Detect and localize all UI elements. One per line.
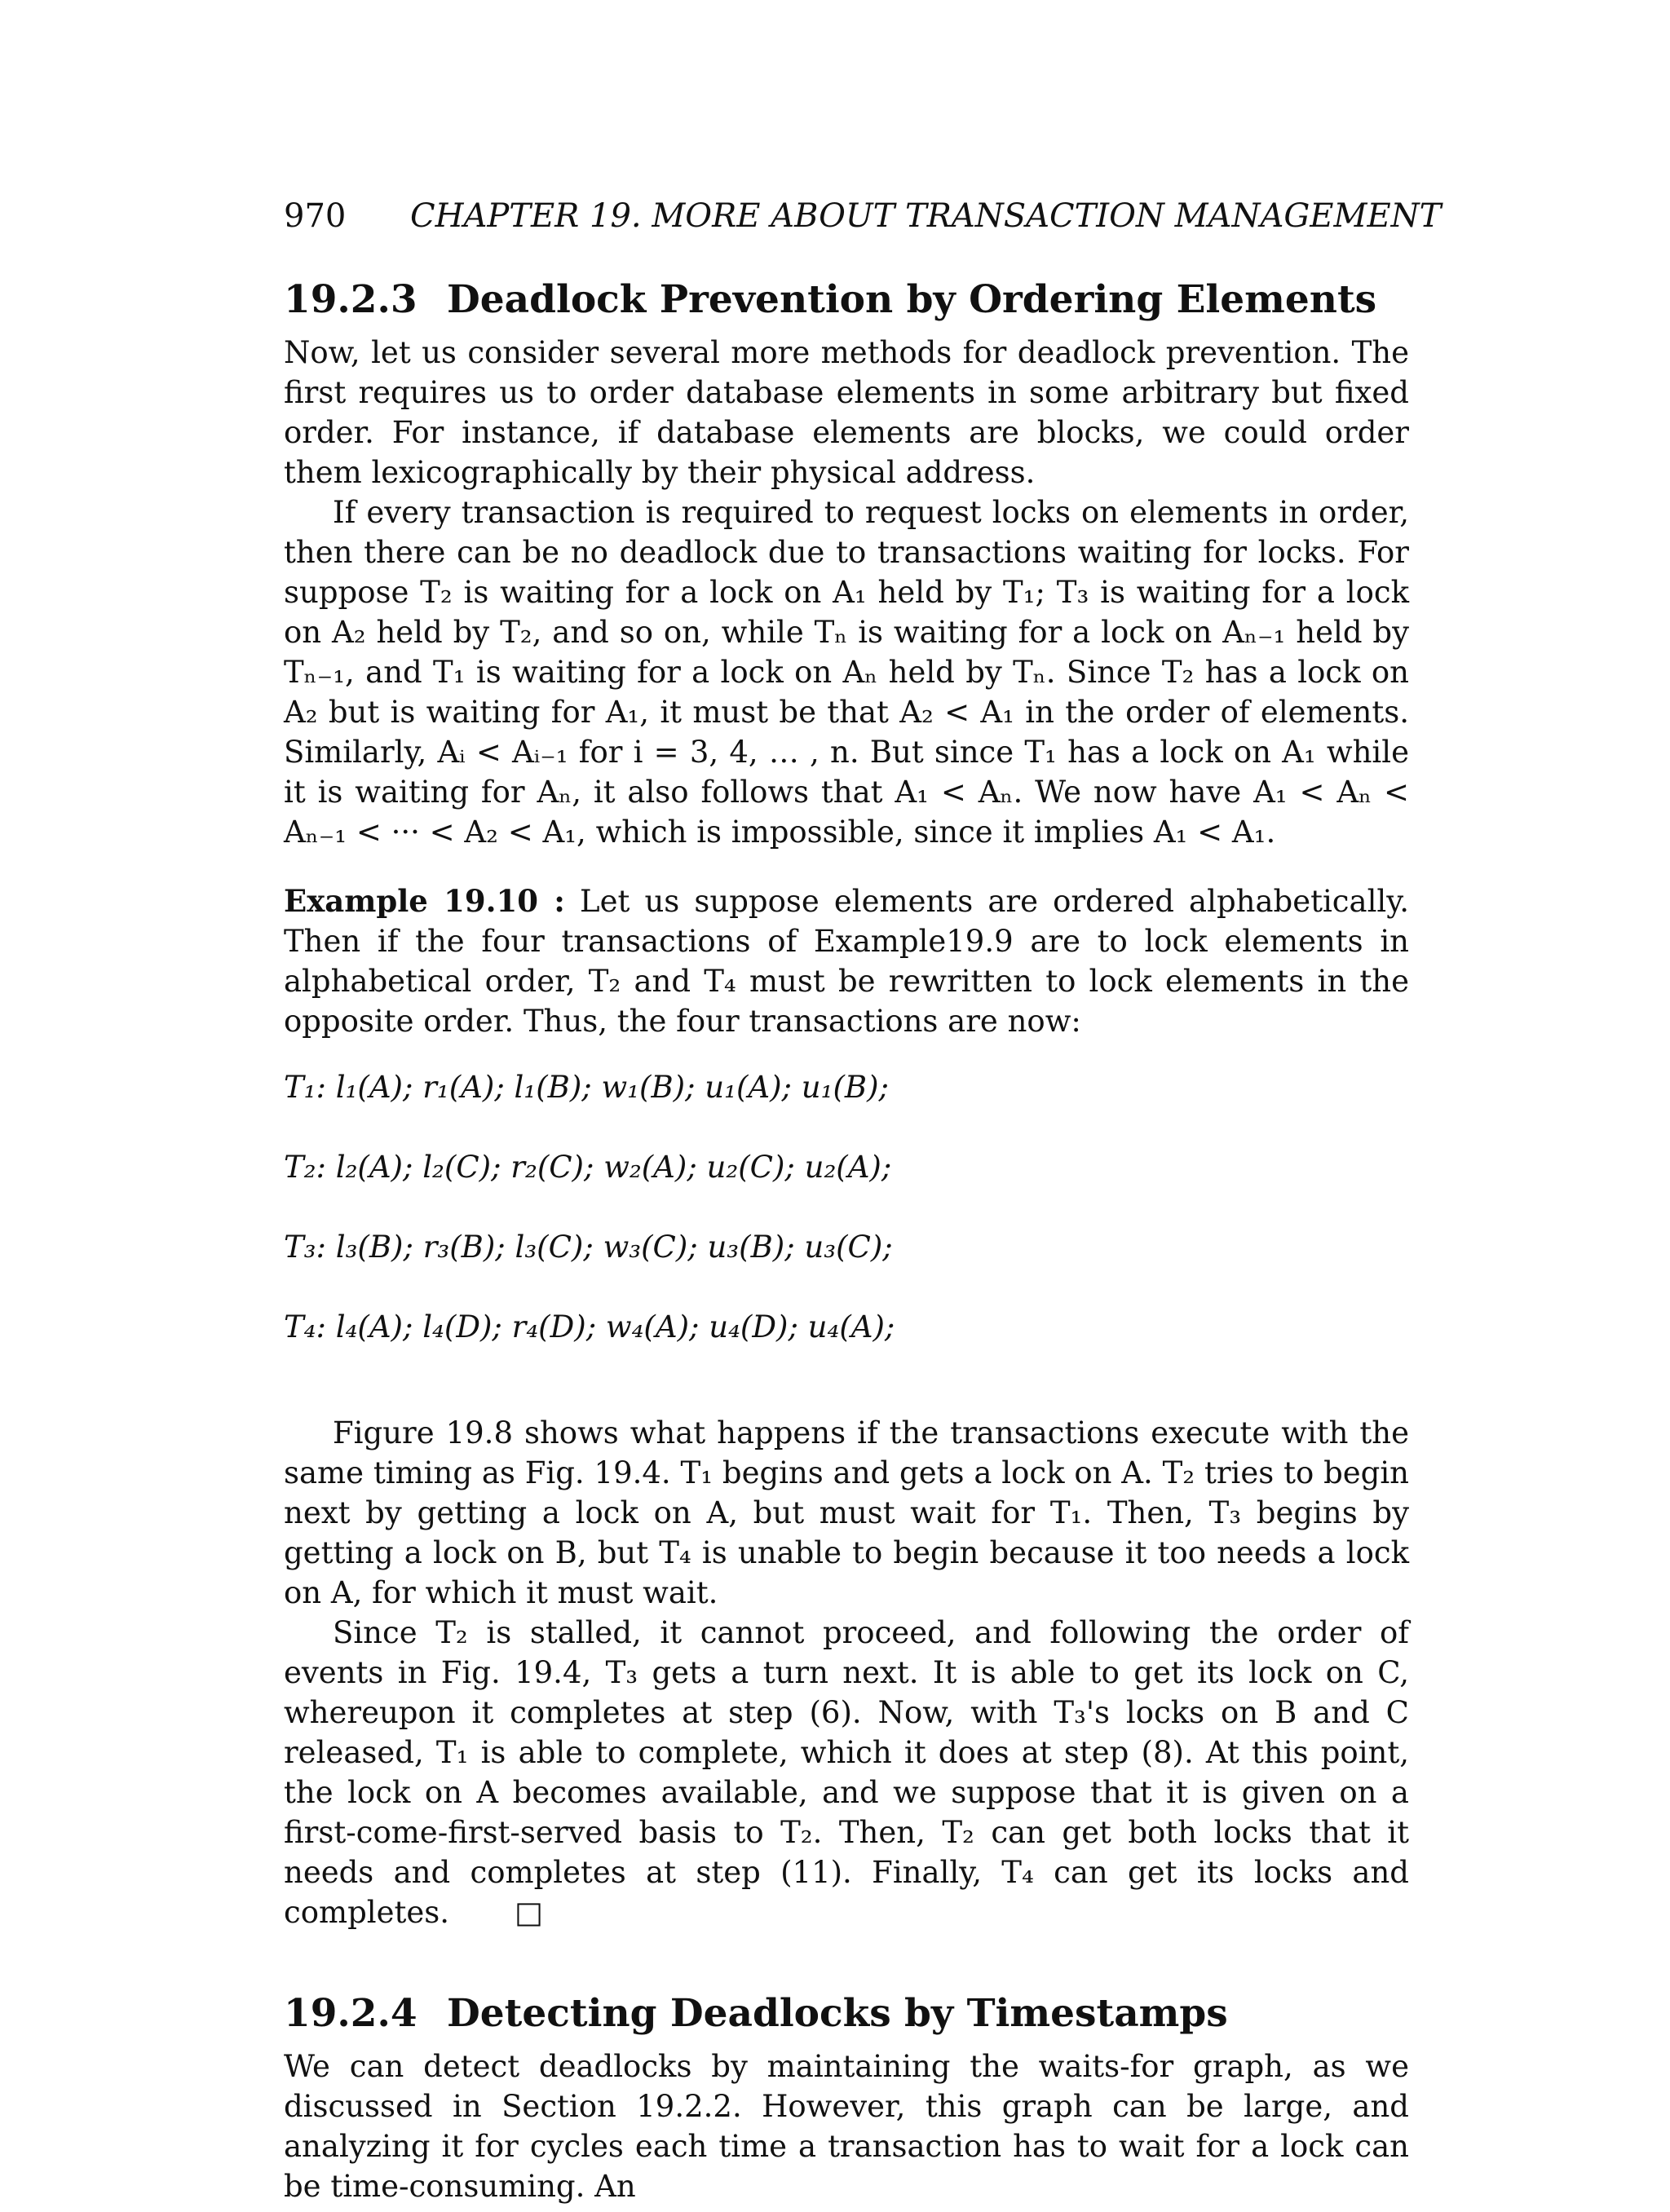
section-heading-19-2-4 [284,1989,1409,2038]
transaction-list [284,1067,1409,1387]
section-title: Detecting Deadlocks by Timestamps [447,1991,1228,2036]
transaction-line: T₁: l₁(A); r₁(A); l₁(B); w₁(B); u₁(A); u₁(B); [284,1070,889,1105]
transaction-line: T₃: l₃(B); r₃(B); l₃(C); w₃(C); u₃(B); u₃(C); [284,1230,893,1265]
section-number: 19.2.3 [284,277,418,322]
paragraph-intro: Now, let us consider several more methods for deadlock prevention. The first requires us to order database elements in some arbitrary but fixed order. For instance, if database elements are blocks, we could order them lexicographically by their physical address. [284,335,1409,490]
book-page [284,196,1442,2206]
transaction-line: T₄: l₄(A); l₄(D); r₄(D); w₄(A); u₄(D); u₄(A); [284,1309,895,1344]
paragraph-execution-order [284,1613,1409,1932]
transaction-line: T₂: l₂(A); l₂(C); r₂(C); w₂(A); u₂(C); u₂(A); [284,1150,892,1185]
example-intro-paragraph [284,881,1409,1041]
section-title: Deadlock Prevention by Ordering Elements [447,277,1377,322]
page-number: 970 [284,197,347,235]
chapter-title: CHAPTER 19. MORE ABOUT TRANSACTION MANAGEMENT [410,197,1442,235]
section-number: 19.2.4 [284,1991,418,2036]
paragraph-ordering-argument: If every transaction is required to request locks on elements in order, then there can be no deadlock due to transactions waiting for locks. For suppose T₂ is waiting for a lock on A₁ held by T₁; T₃ is waiting for a lock on A₂ held by T₂, and so on, while Tₙ is waiting for a lock on Aₙ₋₁ held by Tₙ₋₁, and T₁ is waiting for a lock on Aₙ held by Tₙ. Since T₂ has a lock on A₂ but is waiting for A₁, it must be that A₂ < A₁ in the order of elements. Similarly, Aᵢ < Aᵢ₋₁ for i = 3, 4, … , n. But since T₁ has a lock on A₁ while it is waiting for Aₙ, it also follows that A₁ < Aₙ. We now have A₁ < Aₙ < Aₙ₋₁ < ··· < A₂ < A₁, which is impossible, since it implies A₁ < A₁. [284,495,1409,850]
example-label: Example 19.10 : [284,883,565,919]
section-heading-19-2-3 [284,276,1409,325]
paragraph-figure-description: Figure 19.8 shows what happens if the transactions execute with the same timing as Fig. 19.4. T₁ begins and gets a lock on A. T₂ tries to begin next by getting a lock on A, but must wait for T₁. Then, T₃ begins by getting a lock on B, but T₄ is unable to begin because it too needs a lock on A, for which it must wait. [284,1415,1409,1610]
paragraph-timestamps-intro: We can detect deadlocks by maintaining the waits-for graph, as we discussed in Section 19.2.2. However, this graph can be large, and analyzing it for cycles each time a transaction has to wait for a lock can be time-consuming. An [284,2049,1409,2204]
execution-order-text: Since T₂ is stalled, it cannot proceed, and following the order of events in Fig. 19.4, T₃ gets a turn next. It is able to get its lock on C, whereupon it completes at step (6). Now, with T₃'s locks on B and C released, T₁ is able to complete, which it does at step (8). At this point, the lock on A becomes available, and we suppose that it is given on a first-come-first-served basis to T₂. Then, T₂ can get both locks that it needs and completes at step (11). Finally, T₄ can get its locks and completes. [284,1615,1409,1930]
example-intro-text: Let us suppose elements are ordered alphabetically. Then if the four transactions of Example19.9 are to lock elements in alphabetical order, T₂ and T₄ must be rewritten to lock elements in the opposite order. Thus, the four transactions are now: [284,884,1409,1039]
running-head [284,196,1442,236]
end-of-example-mark: □ [515,1895,543,1930]
